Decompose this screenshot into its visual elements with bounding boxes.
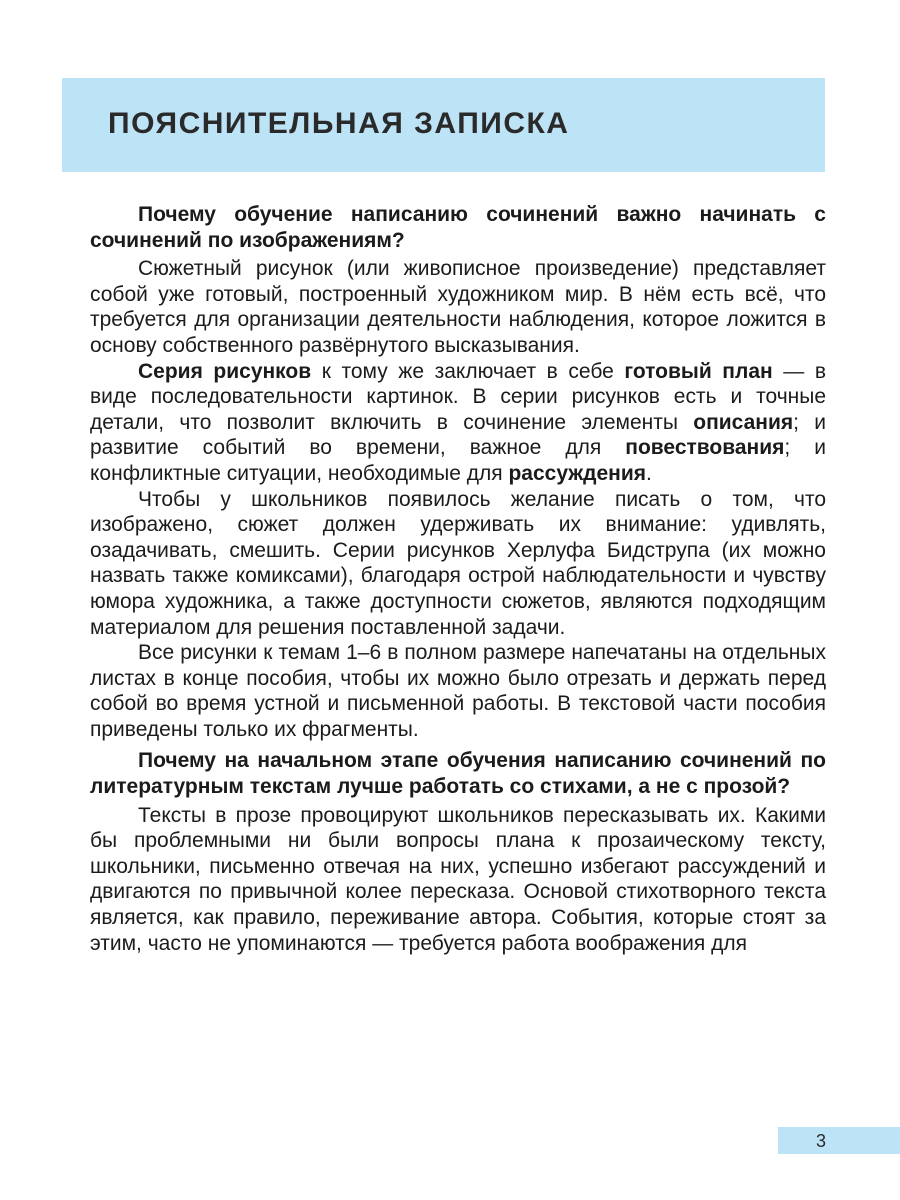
paragraph-text: ; и развитие событий во времени, важное для xyxy=(90,410,826,460)
question-heading-2: Почему на начальном этапе обучения написанию сочинений по литературным текстам лучше работать со стихами, а не с прозой? xyxy=(90,749,826,799)
paragraph-3: Чтобы у школьников появилось желание писать о том, что изображено, сюжет должен удерживать их внимание: удивлять, озадачивать, смешить. Серии рисунков Херлуфа Бидструпа (их можно назвать также комиксами), благодаря острой наблюдательности и чувству юмора художника, а также доступности сюжетов, являются подходящим материалом для решения поставленной задачи. xyxy=(90,487,826,639)
bold-term: готовый план xyxy=(624,359,773,383)
bold-term: Серия рисунков xyxy=(138,359,312,383)
paragraph-1: Сюжетный рисунок (или живописное произведение) представляет собой уже готовый, построенный художником мир. В нём есть всё, что требуется для организации деятельности наблюдения, которое ложится в основу собственного развёрнутого высказывания. xyxy=(90,257,826,357)
bold-term: описания xyxy=(693,410,794,434)
paragraph-text: — в виде последовательности картинок. В серии рисунков есть и точные детали, что позволит включить в сочинение элементы xyxy=(90,359,826,434)
title-banner xyxy=(62,78,825,172)
page-number: 3 xyxy=(816,1131,827,1151)
bold-term: рассуждения xyxy=(508,461,646,485)
paragraph-text: к тому же заключает в себе xyxy=(311,359,625,383)
paragraph-4: Все рисунки к темам 1–6 в полном размере напечатаны на отдельных листах в конце пособия, чтобы их можно было отрезать и держать перед собой во время устной и письменной работы. В текстовой части пособия приведены только их фрагменты. xyxy=(90,641,826,741)
paragraph-text: . xyxy=(646,461,652,485)
document-body xyxy=(90,202,826,956)
paragraph-text: ; и конфликтные ситуации, необходимые для xyxy=(90,436,826,485)
page-title: ПОЯСНИТЕЛЬНАЯ ЗАПИСКА xyxy=(108,107,570,140)
paragraph-5: Тексты в прозе провоцируют школьников пересказывать их. Какими бы проблемными ни были вопросы плана к прозаическому тексту, школьники, письменно отвечая на них, успешно избегают рассуждений и двигаются по привычной колее пересказа. Основой стихотворного текста является, как правило, переживание автора. События, которые стоят за этим, часто не упоминаются — требуется работа воображения для xyxy=(90,803,826,955)
bold-term: повествования xyxy=(625,436,785,460)
page-number-tab xyxy=(778,1127,900,1154)
question-heading-1: Почему обучение написанию сочинений важно начинать с сочинений по изображениям? xyxy=(90,203,826,252)
paragraph-2 xyxy=(90,359,826,487)
